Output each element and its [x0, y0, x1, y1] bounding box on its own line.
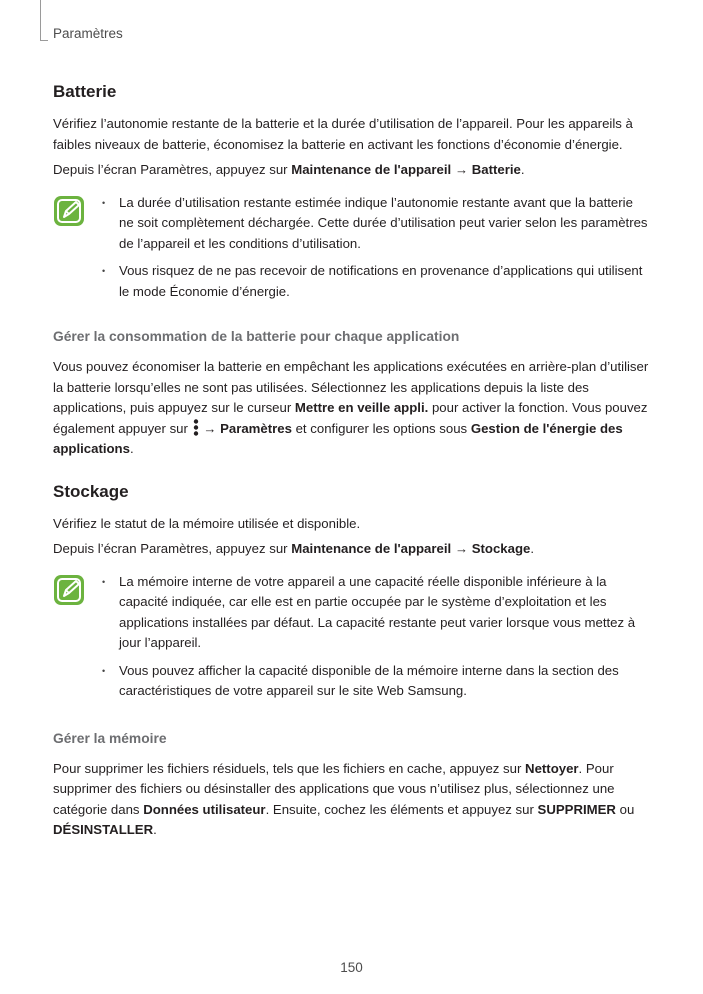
- power-management-link: Gestion de l'énergie des applications: [53, 420, 623, 456]
- list-item: • La mémoire interne de votre appareil a une capacité réelle disponible inférieure à la capacité indiquée, car elle est en partie occupée par le système d’exploitation et les applications installées par défaut. La capacité restante peut varier lorsque vous mettez à jour l’appareil.: [99, 572, 651, 654]
- path-maintenance-link: Maintenance de l'appareil: [291, 541, 452, 556]
- battery-path: Depuis l’écran Paramètres, appuyez sur Maintenance de l'appareil → Batterie.: [53, 162, 525, 177]
- battery-heading: Batterie: [53, 82, 117, 101]
- more-options-icon: [192, 419, 200, 436]
- storage-path: Depuis l’écran Paramètres, appuyez sur Maintenance de l'appareil → Stockage.: [53, 541, 535, 556]
- note-pencil-icon: [53, 574, 85, 606]
- storage-subheading: Gérer la mémoire: [53, 730, 167, 746]
- storage-intro: Vérifiez le statut de la mémoire utilisée et disponible.: [53, 515, 361, 531]
- page-content: [53, 82, 651, 846]
- note-pencil-icon: [53, 195, 85, 227]
- path-maintenance-link: Maintenance de l'appareil: [291, 162, 452, 177]
- header-rule-vertical: [40, 0, 41, 40]
- battery-intro: Vérifiez l’autonomie restante de la batterie et la durée d’utilisation de l’appareil. Pour les appareils à faibles niveaux de batterie, économisez la batterie en activant les fonctions d’économie d’énergie.: [53, 116, 633, 152]
- user-data-link: Données utilisateur: [143, 801, 266, 817]
- delete-link: SUPPRIMER: [537, 801, 616, 817]
- list-item: • Vous pouvez afficher la capacité disponible de la mémoire interne dans la section des caractéristiques de votre appareil sur le site Web Samsung.: [99, 661, 651, 702]
- path-battery-link: Batterie: [471, 162, 521, 177]
- battery-note-list: [99, 193, 651, 310]
- page-number: 150: [340, 960, 363, 975]
- header-title: Paramètres: [53, 26, 123, 41]
- path-storage-link: Stockage: [471, 541, 531, 556]
- storage-sub-paragraph: Pour supprimer les fichiers résiduels, tels que les fichiers en cache, appuyez sur Nettoyer. Pour supprimer des fichiers ou désinstaller des applications que vous n’utilisez plus, sélectionnez une catégorie dans Données utilisateur. Ensuite, cochez les éléments et appuyez sur SUPPRIMER ou DÉSINSTALLER.: [53, 760, 635, 837]
- list-item: • Vous risquez de ne pas recevoir de notifications en provenance d’applications qui utilisent le mode Économie d’énergie.: [99, 261, 651, 302]
- storage-note: [53, 572, 651, 709]
- storage-note-list: [99, 572, 651, 709]
- battery-subheading: Gérer la consommation de la batterie pour chaque application: [53, 329, 460, 344]
- battery-note: [53, 193, 651, 310]
- uninstall-link: DÉSINSTALLER: [53, 822, 154, 837]
- settings-link: Paramètres: [220, 420, 292, 436]
- clean-link: Nettoyer: [525, 760, 579, 776]
- sleep-apps-toggle-label: Mettre en veille appli.: [294, 400, 429, 415]
- storage-heading: Stockage: [53, 481, 129, 501]
- battery-sub-paragraph: Vous pouvez économiser la batterie en empêchant les applications exécutées en arrière-plan d’utiliser la batterie lorsqu’elles ne sont pas utilisées. Sélectionnez les applications depuis la liste des applications, puis appuyez sur le curseur Mettre en veille appli. pour activer la fonction. Vous pouvez également appuyer sur → Paramètres et configurer les options sous Gestion de l'énergie des applications.: [53, 359, 649, 456]
- header-rule-horizontal: [40, 40, 48, 41]
- list-item: • La durée d’utilisation restante estimée indique l’autonomie restante avant que la batterie ne soit complètement déchargée. Cette durée d’utilisation peut varier selon les paramètres de l’appareil et les conditions d’utilisation.: [99, 193, 651, 255]
